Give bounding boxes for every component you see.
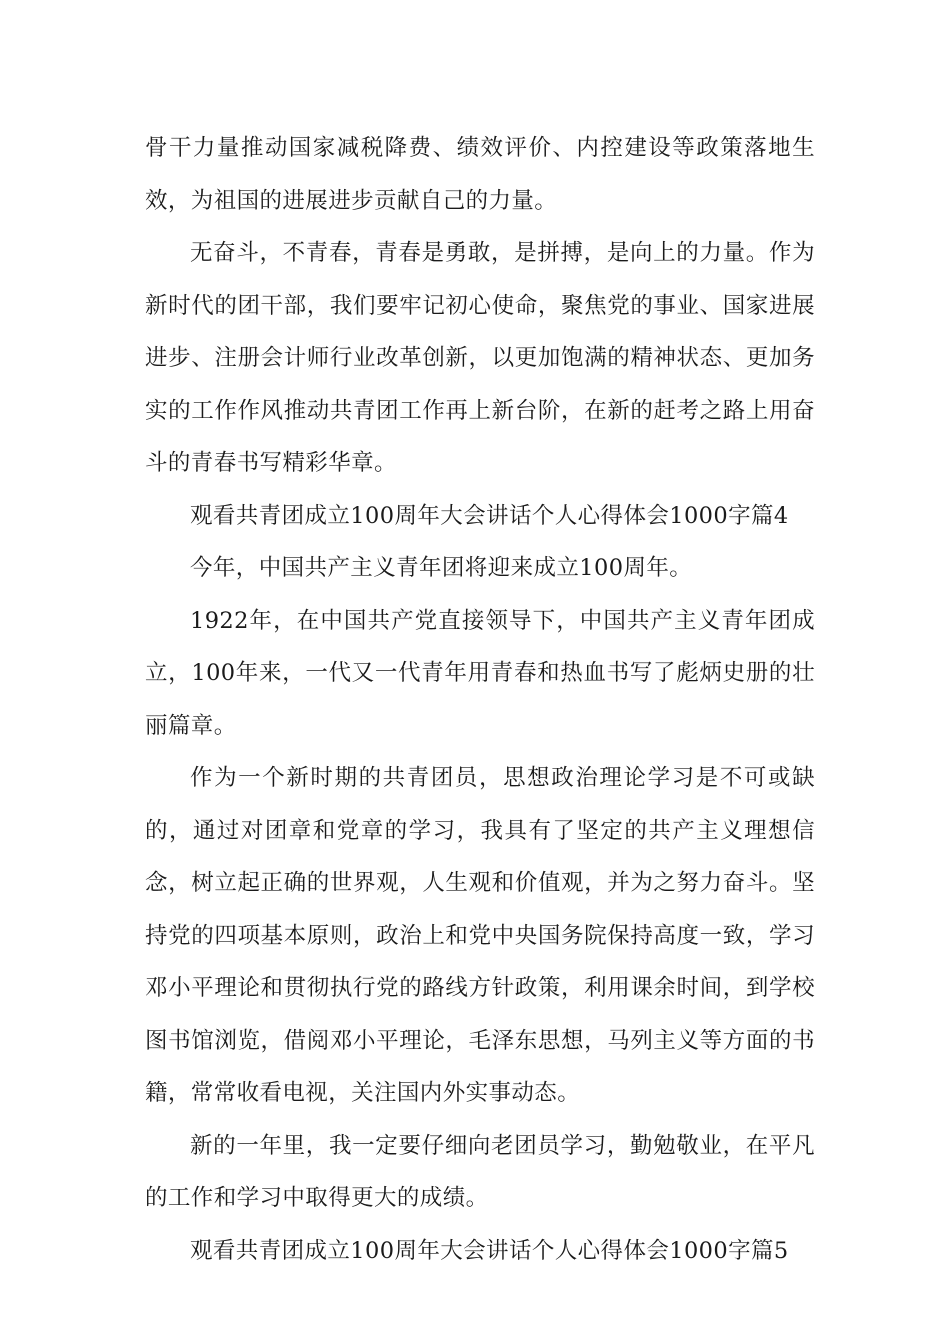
section-heading-5: 观看共青团成立100周年大会讲话个人心得体会1000字篇5	[190, 1237, 789, 1264]
paragraph-continued: 骨干力量推动国家减税降费、绩效评价、内控建设等政策落地生效，为祖国的进展进步贡献自己的力量。	[145, 135, 815, 214]
document-body	[145, 122, 815, 1277]
paragraph-this-year: 今年，中国共产主义青年团将迎来成立100周年。	[190, 555, 693, 581]
paragraph-member: 作为一个新时期的共青团员，思想政治理论学习是不可或缺的，通过对团章和党章的学习，我具有了坚定的共产主义理想信念，树立起正确的世界观，人生观和价值观，并为之努力奋斗。坚持党的四项基本原则，政治上和党中央国务院保持高度一致，学习邓小平理论和贯彻执行党的路线方针政策，利用课余时间，到学校图书馆浏览，借阅邓小平理论，毛泽东思想，马列主义等方面的书籍，常常收看电视，关注国内外实事动态。	[145, 765, 815, 1106]
section-heading-4: 观看共青团成立100周年大会讲话个人心得体会1000字篇4	[190, 502, 789, 529]
paragraph-new-year: 新的一年里，我一定要仔细向老团员学习，勤勉敬业，在平凡的工作和学习中取得更大的成绩。	[145, 1132, 815, 1211]
paragraph-1922: 1922年，在中国共产党直接领导下，中国共产主义青年团成立，100年来，一代又一代青年用青春和热血书写了彪炳史册的壮丽篇章。	[145, 607, 815, 739]
paragraph-struggle: 无奋斗，不青春，青春是勇敢，是拼搏，是向上的力量。作为新时代的团干部，我们要牢记初心使命，聚焦党的事业、国家进展进步、注册会计师行业改革创新，以更加饱满的精神状态、更加务实的工作作风推动共青团工作再上新台阶，在新的赶考之路上用奋斗的青春书写精彩华章。	[145, 240, 815, 476]
